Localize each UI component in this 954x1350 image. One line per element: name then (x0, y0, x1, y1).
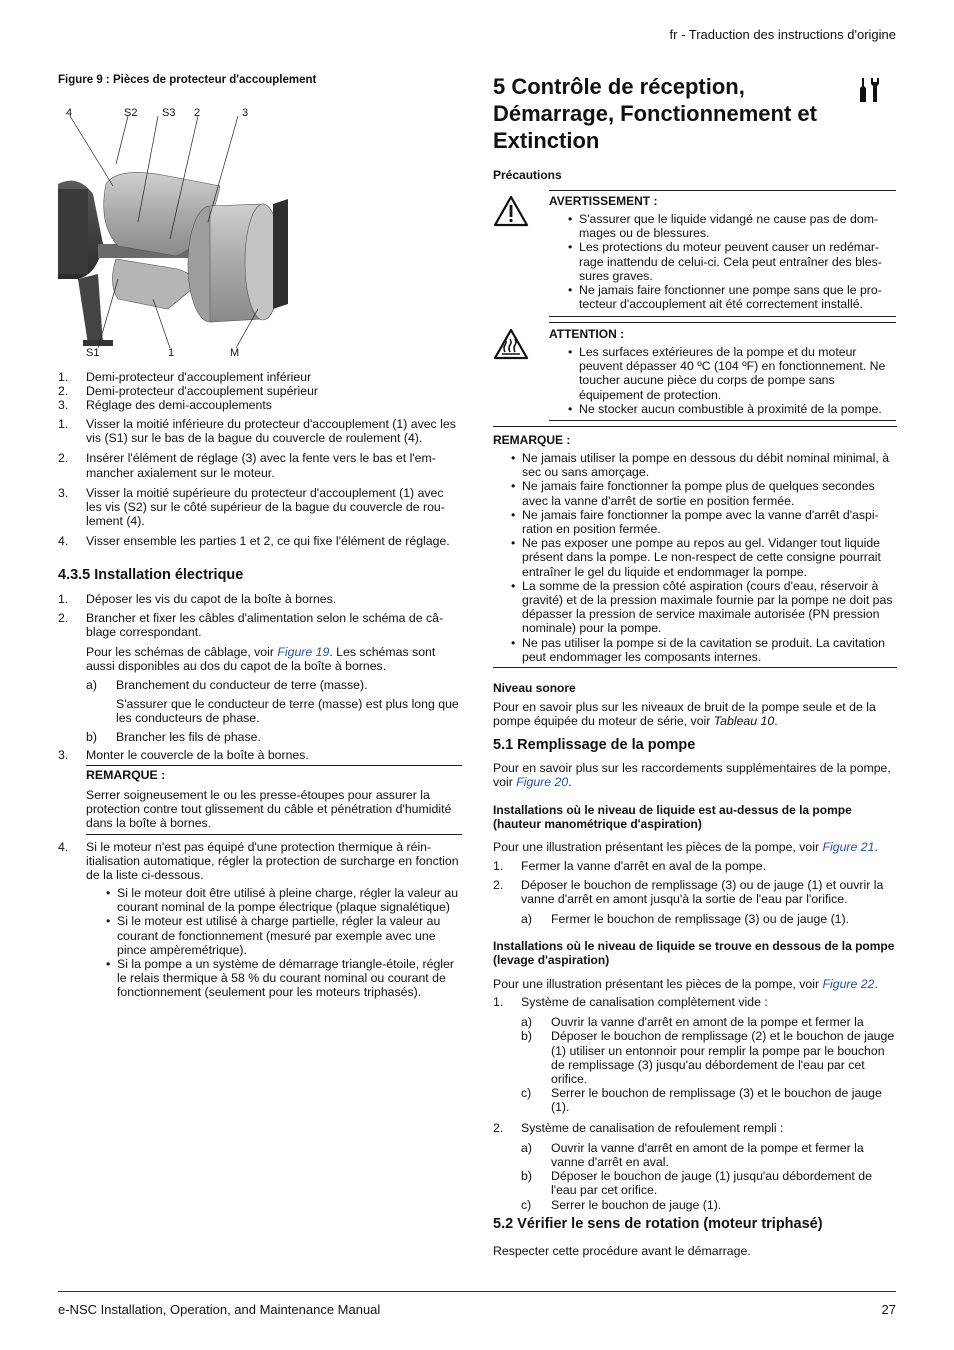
attention-item: • Ne stocker aucun combustible à proximité de la pompe. (568, 402, 896, 416)
warning-item: • S'assurer que le liquide vidangé ne cause pas de dommages ou de blessures. (568, 212, 896, 240)
substep-item: a) Branchement du conducteur de terre (masse). S'assurer que le conducteur de terre (masse) est plus long que les conducteurs de phase. (86, 678, 462, 726)
hot-surface-icon (493, 328, 529, 363)
legend-item: 3. Réglage des demi-accouplements (58, 398, 272, 413)
section-51-intro: Pour en savoir plus sur les raccordements supplémentaires de la pompe, voir Figure 20. (493, 761, 891, 790)
substep-item: a) Ouvrir la vanne d'arrêt en amont de la pompe et fermer la (521, 1015, 864, 1030)
warning-title: AVERTISSEMENT : (549, 194, 658, 208)
bullet-item: • Si la pompe a un système de démarrage triangle-étoile, régler le relais thermique à 58 % du courant nominal ou courant de fonctionnement (seulement pour les moteurs triphasés). (106, 957, 460, 1000)
legend-item: 1. Demi-protecteur d'accouplement inférieur (58, 370, 312, 384)
sub1-steps (493, 859, 897, 930)
substep-item: c) Serrer le bouchon de remplissage (3) et le bouchon de jauge (1). (521, 1086, 882, 1115)
overload-bullets (106, 886, 460, 1000)
figure-19-link[interactable]: Figure 19 (277, 644, 330, 659)
remark-rule-bottom (86, 834, 462, 835)
sub2-intro: Pour une illustration présentant les pièces de la pompe, voir Figure 22. (493, 977, 878, 991)
figure-20-link[interactable]: Figure 20 (516, 775, 569, 790)
subheading-flooded-suction: Installations où le niveau de liquide est au-dessus de la pompe (hauteur manométrique d'aspiration) (493, 803, 852, 832)
attention-items (568, 345, 896, 416)
step-item: 4. Si le moteur n'est pas équipé d'une protection thermique à réinitialisation automatique, régler la protection de surcharge en fonction de la liste ci-dessous. (58, 840, 459, 883)
coupling-guard-steps (58, 417, 462, 553)
bullet-item: • Si le moteur est utilisé à charge partielle, régler la valeur au courant de fonctionnement (mesuré par exemple avec une pince ampèremétrique). (106, 914, 460, 957)
remark-item: • La somme de la pression côté aspiration (cours d'eau, réservoir à gravité) et de la pression maximale fournie par la pompe ne doit pas dépasser la pression de service maximale autorisée (PN pression nominale) pour la pompe. (511, 579, 896, 636)
section-52-text: Respecter cette procédure avant le démarrage. (493, 1244, 751, 1258)
remark-item: • Ne pas utiliser la pompe si de la cavitation se produit. La cavitation peut endommager les composants internes. (511, 636, 896, 664)
substep-item: c) Serrer le bouchon de jauge (1). (521, 1197, 722, 1212)
remark-item: • Ne jamais utiliser la pompe en dessous du débit nominal minimal, à sec ou sans amorçage. (511, 451, 896, 479)
section-435-body (58, 592, 462, 762)
step-item: 1. Déposer les vis du capot de la boîte à bornes. (58, 592, 337, 606)
step-item: 3. Visser la moitié supérieure du protecteur d'accouplement (1) avec les vis (S2) sur le côté supérieur de la bague du couvercle de roulement (4). (58, 485, 445, 529)
step-item: 2. Système de canalisation de refoulement rempli : a) Ouvrir la vanne d'arrêt en amont de la pompe et fermer la vanne d'arrêt en aval. b) Déposer le bouchon de jauge (1) jusqu'au débordement de l'eau par cet orifice. c) Serrer le bouchon de jauge (1). (493, 1121, 897, 1212)
section-heading-52: 5.2 Vérifier le sens de rotation (moteur triphasé) (493, 1216, 823, 1232)
fig-label-2: 2 (194, 107, 201, 119)
substep-item: b) Déposer le bouchon de jauge (1) jusqu'au débordement de l'eau par cet orifice. (521, 1169, 872, 1198)
figure-21-link[interactable]: Figure 21 (822, 840, 875, 854)
substep-item: a) Ouvrir la vanne d'arrêt en amont de la pompe et fermer la vanne d'arrêt en aval. (521, 1140, 864, 1170)
substep-item: a) Fermer le bouchon de remplissage (3) ou de jauge (1). (521, 911, 850, 926)
table-10-ref: Tableau 10 (713, 714, 775, 729)
figure-22-link[interactable]: Figure 22 (822, 977, 875, 991)
sub1-intro: Pour une illustration présentant les pièces de la pompe, voir Figure 21. (493, 840, 878, 854)
section-heading-51: 5.1 Remplissage de la pompe (493, 737, 696, 753)
step-item: 1. Fermer la vanne d'arrêt en aval de la pompe. (493, 859, 767, 873)
warning-rule-bottom (549, 316, 896, 317)
remark-rule-top (493, 426, 897, 427)
step-item: 4. Visser ensemble les parties 1 et 2, ce qui fixe l'élément de réglage. (58, 534, 450, 549)
subheading-suction-lift: Installations où le niveau de liquide se trouve en dessous de la pompe (levage d'aspiration) (493, 939, 895, 968)
substep-item: b) Déposer le bouchon de remplissage (2) et le bouchon de jauge (1) utiliser un entonnoir pour remplir la pompe par le bouchon de remplissage (3) jusqu'au débordement de l'eau par cet orifice. (521, 1029, 895, 1087)
remark-rule-bottom (493, 667, 897, 668)
step-item: 1. Système de canalisation complètement vide : a) Ouvrir la vanne d'arrêt en amont de la pompe et fermer la b) Déposer le bouchon de remplissage (2) et le bouchon de jauge (1) utiliser un entonnoir pour remplir la pompe par le bouchon de remplissage (3) jusqu'au débordement de l'eau par cet orifice. c) Serrer le bouchon de remplissage (3) et le bouchon de jauge (1). (493, 995, 897, 1115)
precautions-heading: Précautions (493, 168, 562, 182)
coupling-guard-figure (58, 104, 288, 362)
warning-triangle-icon (493, 195, 529, 230)
warning-items (568, 212, 896, 311)
remark-item: • Ne jamais faire fonctionner la pompe plus de quelques secondes avec la vanne d'arrêt de sortie en position fermée. (511, 479, 896, 507)
attention-rule-top (549, 322, 896, 323)
remark-item: • Ne jamais faire fonctionner la pompe avec la vanne d'arrêt d'aspiration en position fermée. (511, 508, 896, 536)
warning-item: • Les protections du moteur peuvent causer un redémarrage inattendu de celui-ci. Cela peut entraîner des blessures graves. (568, 240, 896, 283)
step-item: 2. Déposer le bouchon de remplissage (3) ou de jauge (1) et ouvrir la vanne d'arrêt en amont jusqu'à la sortie de l'eau par l'orifice. a) Fermer le bouchon de remplissage (3) ou de jauge (1). (493, 878, 897, 926)
fig-label-4: 4 (66, 107, 73, 119)
legend-item: 2. Demi-protecteur d'accouplement supérieur (58, 384, 319, 399)
step-item: 2. Brancher et fixer les câbles d'alimentation selon le schéma de câblage correspondant. Pour les schémas de câblage, voir Figure 19. Les schémas sont aussi disponibles au dos du capot de la boîte à bornes. a) Branchement du conducteur de terre (masse). S'assurer que le conducteur de terre (masse) est plus long que les conducteurs de phase. b) Brancher les fils de phase. (58, 611, 462, 744)
page-number: 27 (881, 1302, 896, 1317)
fig-label-3: 3 (242, 107, 249, 119)
sub2-steps (493, 995, 897, 1216)
wiring-diagram-para: Pour les schémas de câblage, voir Figure 19. Les schémas sont aussi disponibles au dos du capot de la boîte à bornes. (86, 644, 436, 673)
step-item: 1. Visser la moitié inférieure du protecteur d'accouplement (1) avec les vis (S1) sur le bas de la bague du couvercle de roulement (4). (58, 417, 456, 446)
section-heading-435: 4.3.5 Installation électrique (58, 567, 244, 583)
substep-note: S'assurer que le conducteur de terre (masse) est plus long que les conducteurs de phase. (116, 697, 459, 726)
warning-item: • Ne jamais faire fonctionner une pompe sans que le protecteur d'accouplement ait été correctement installé. (568, 283, 896, 311)
running-header: fr - Traduction des instructions d'origine (669, 27, 896, 42)
remark-rule-top (86, 765, 462, 766)
warning-rule-top (549, 190, 896, 191)
fig-label-s2: S2 (124, 107, 138, 119)
coupling-guard-illustration (58, 104, 288, 362)
fig-label-1: 1 (168, 347, 175, 359)
step-4-list (58, 840, 462, 887)
chapter-title: 5 Contrôle de réception, Démarrage, Fonctionnement et Extinction (493, 74, 817, 153)
attention-title: ATTENTION : (549, 327, 625, 341)
attention-rule-bottom (549, 420, 896, 421)
noise-text: Pour en savoir plus sur les niveaux de bruit de la pompe seule et de la pompe équipée du moteur de série, voir Tableau 10. (493, 700, 876, 729)
remark-items (511, 451, 896, 664)
figure-title: Figure 9 : Pièces de protecteur d'accouplement (58, 74, 317, 86)
figure-legend (58, 370, 462, 413)
bullet-item: • Si le moteur doit être utilisé à pleine charge, régler la valeur au courant nominal de la pompe électrique (plaque signalétique) (106, 886, 460, 914)
noise-heading: Niveau sonore (493, 681, 576, 695)
remark-item: • Ne pas exposer une pompe au repos au gel. Vidanger tout liquide présent dans la pompe. Le non-respect de cette consigne pourrait entraîner le gel du liquide et endommager la pompe. (511, 536, 896, 579)
remark-title: REMARQUE : (493, 433, 571, 447)
fig-label-s1: S1 (86, 347, 100, 359)
footer-manual-title: e-NSC Installation, Operation, and Maintenance Manual (58, 1302, 381, 1317)
fig-label-m: M (230, 347, 240, 359)
attention-item: • Les surfaces extérieures de la pompe et du moteur peuvent dépasser 40 ºC (104 ºF) en fonctionnement. Ne toucher aucune pièce du corps de pompe sans équipement de protection. (568, 345, 896, 402)
footer-rule (58, 1291, 896, 1292)
step-item: 2. Insérer l'élément de réglage (3) avec la fente vers le bas et l'emmancher axialement sur le moteur. (58, 451, 436, 480)
substep-item: b) Brancher les fils de phase. (86, 729, 261, 744)
remark-title: REMARQUE : (86, 768, 166, 782)
remark-text: Serrer soigneusement le ou les presse-étoupes pour assurer la protection contre tout glissement du câble et pénétration d'humidité dans la boîte à bornes. (86, 788, 452, 831)
tools-icon (858, 76, 880, 107)
step-item: 3. Monter le couvercle de la boîte à bornes. (58, 747, 309, 762)
fig-label-s3: S3 (162, 107, 176, 119)
